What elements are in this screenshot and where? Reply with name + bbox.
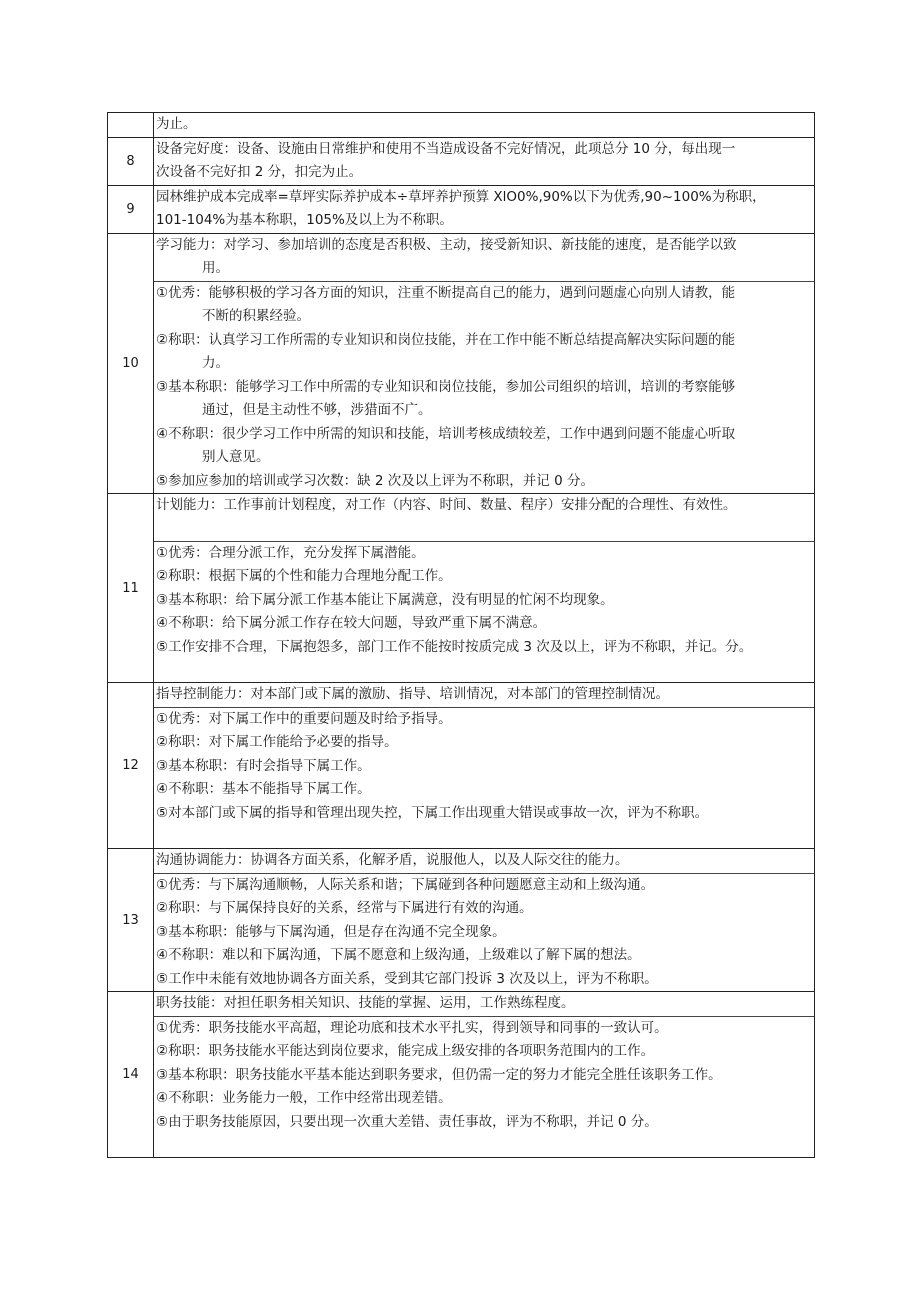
criteria-item: ③基本称职：给下属分派工作基本能让下属满意，没有明显的忙闲不均现象。: [156, 591, 614, 608]
row-content: [154, 233, 815, 494]
criteria-list: [154, 873, 814, 992]
text-line: 101-104%为基本称职，105%及以上为不称职。: [156, 212, 453, 228]
criteria-item-cont: 不断的积累经验。: [202, 308, 310, 324]
criteria-item: ②称职：认真学习工作所需的专业知识和岗位技能，并在工作中能不断总结提高解决实际问题的能: [156, 331, 736, 348]
criteria-item: ⑤对本部门或下属的指导和管理出现失控，下属工作出现重大错误或事故一次，评为不称职。: [156, 804, 709, 821]
criteria-item: ⑤工作安排不合理，下属抱怨多，部门工作不能按时按质完成 3 次及以上，评为不称职，并记。分。: [156, 638, 753, 655]
row-content: [154, 683, 815, 849]
criteria-header: [154, 683, 814, 707]
criteria-list: [154, 707, 814, 849]
row-content: [154, 113, 815, 138]
criteria-header: [154, 494, 814, 541]
criteria-item: ③基本称职：职务技能水平基本能达到职务要求，但仍需一定的努力才能完全胜任该职务工作。: [156, 1066, 722, 1083]
text-line: 学习能力：对学习、参加培训的态度是否积极、主动，接受新知识、新技能的速度，是否能学以致: [156, 236, 737, 253]
evaluation-table: [107, 112, 815, 1158]
text-line: 为止。: [156, 116, 197, 132]
criteria-item: ⑤参加应参加的培训或学习次数：缺 2 次及以上评为不称职，并记 0 分。: [156, 472, 594, 489]
table-row: [108, 113, 815, 138]
criteria-item: ②称职：对下属工作能给予必要的指导。: [156, 734, 398, 750]
criteria-item: ④不称职：很少学习工作中所需的知识和技能，培训考核成绩较差，工作中遇到问题不能虚心听取: [156, 425, 736, 442]
blank-line: [154, 825, 814, 848]
criteria-item: ③基本称职：有时会指导下属工作。: [156, 757, 371, 774]
table-row: [108, 849, 815, 992]
row-content: [154, 494, 815, 683]
criteria-item: ①优秀：能够积极的学习各方面的知识，注重不断提高自己的能力，遇到问题虚心向别人请教，能: [156, 284, 736, 301]
text-line: 设备完好度：设备、设施由日常维护和使用不当造成设备不完好情况，此项总分 10 分，每出现一: [156, 140, 736, 157]
criteria-item: ④不称职：业务能力一般，工作中经常出现差错。: [156, 1090, 452, 1106]
criteria-item: ③基本称职：能够学习工作中所需的专业知识和岗位技能，参加公司组织的培训，培训的考察能够: [156, 378, 736, 395]
text-line: 职务技能：对担任职务相关知识、技能的掌握、运用，工作熟练程度。: [156, 995, 575, 1011]
criteria-item: ⑤工作中未能有效地协调各方面关系，受到其它部门投诉 3 次及以上，评为不称职。: [156, 970, 658, 987]
criteria-item: ④不称职：给下属分派工作存在较大问题，导致严重下属不满意。: [156, 615, 547, 631]
criteria-item: ④不称职：基本不能指导下属工作。: [156, 781, 371, 797]
criteria-item-cont: 力。: [202, 355, 229, 371]
blank-line: [154, 659, 814, 682]
text-line: 次设备不完好扣 2 分，扣完为止。: [156, 164, 363, 180]
row-number: [108, 113, 154, 138]
criteria-item: ①优秀：对下属工作中的重要问题及时给予指导。: [156, 710, 452, 727]
criteria-item: ②称职：职务技能水平能达到岗位要求，能完成上级安排的各项职务范围内的工作。: [156, 1043, 655, 1059]
table-row: [108, 494, 815, 683]
criteria-item: ①优秀：合理分派工作，充分发挥下属潜能。: [156, 544, 425, 561]
text-line: 计划能力：工作事前计划程度，对工作（内容、时间、数量、程序）安排分配的合理性、有效性。: [156, 497, 737, 513]
criteria-list: [154, 281, 814, 494]
table-row: [108, 683, 815, 849]
criteria-item: ②称职：与下属保持良好的关系，经常与下属进行有效的沟通。: [156, 900, 533, 916]
text-line: 用。: [202, 260, 229, 276]
criteria-header: [154, 234, 814, 281]
row-number: 8: [108, 137, 154, 185]
table-row: [108, 137, 815, 185]
row-number: 13: [108, 849, 154, 992]
row-number: 12: [108, 683, 154, 849]
text-line: 园林维护成本完成率=草坪实际养护成本÷草坪养护预算 XlO0%,90%以下为优秀,90~100%为称职，: [156, 188, 766, 205]
criteria-item-cont: 通过，但是主动性不够，涉猎面不广。: [202, 402, 432, 418]
row-content: [154, 992, 815, 1158]
row-content: [154, 849, 815, 992]
criteria-list: [154, 541, 814, 683]
text-line: 沟通协调能力：协调各方面关系，化解矛盾，说服他人，以及人际交往的能力。: [156, 852, 629, 868]
row-number: 11: [108, 494, 154, 683]
criteria-item: ④不称职：难以和下属沟通，下属不愿意和上级沟通，上级难以了解下属的想法。: [156, 947, 641, 963]
criteria-header: [154, 849, 814, 873]
blank-line: [154, 1134, 814, 1157]
criteria-item: ③基本称职：能够与下属沟通，但是存在沟通不完全现象。: [156, 923, 506, 940]
table-row: [108, 233, 815, 494]
row-number: 9: [108, 185, 154, 233]
row-number: 14: [108, 992, 154, 1158]
row-content: [154, 185, 815, 233]
blank-line: [154, 518, 814, 541]
criteria-item-cont: 别人意见。: [202, 449, 270, 465]
table-row: [108, 185, 815, 233]
criteria-item: ②称职：根据下属的个性和能力合理地分配工作。: [156, 568, 452, 584]
row-number: 10: [108, 233, 154, 494]
row-content: [154, 137, 815, 185]
text-line: 指导控制能力：对本部门或下属的激励、指导、培训情况，对本部门的管理控制情况。: [156, 686, 669, 702]
table-row: [108, 992, 815, 1158]
criteria-list: [154, 1016, 814, 1158]
criteria-item: ①优秀：职务技能水平高超，理论功底和技术水平扎实，得到领导和同事的一致认可。: [156, 1019, 668, 1036]
criteria-item: ⑤由于职务技能原因，只要出现一次重大差错、责任事故，评为不称职，并记 0 分。: [156, 1113, 658, 1130]
criteria-item: ①优秀：与下属沟通顺畅，人际关系和谐；下属碰到各种问题愿意主动和上级沟通。: [156, 876, 655, 893]
criteria-header: [154, 992, 814, 1016]
